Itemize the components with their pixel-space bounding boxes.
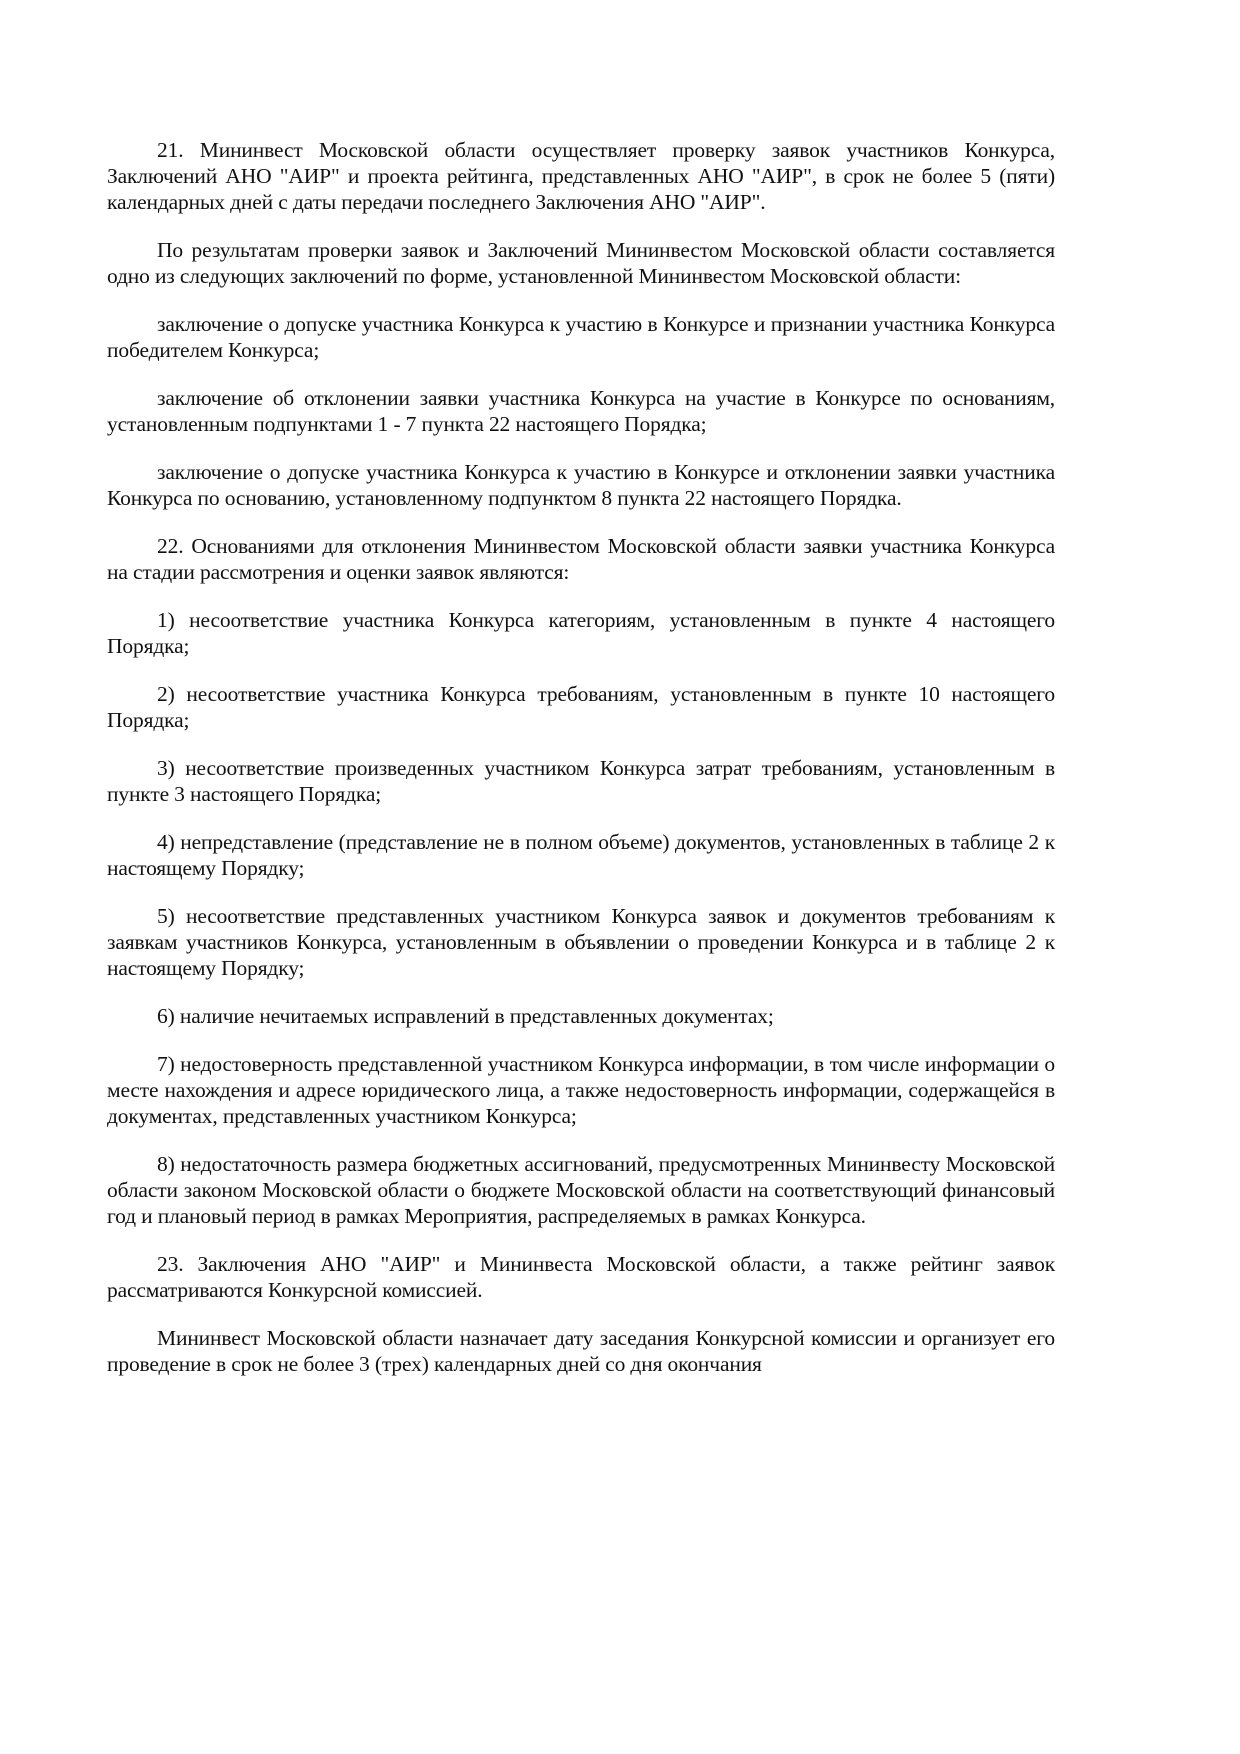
- list-item-ground-7: 7) недостоверность представленной участником Конкурса информации, в том числе информации о месте нахождения и адресе юридического лица, а также недостоверность информации, содержащейся в документах, представленных участником Конкурса;: [107, 1052, 1055, 1128]
- document-page: [107, 137, 1055, 1399]
- paragraph-23-commission-review: 23. Заключения АНО "АИР" и Мининвеста Московской области, а также рейтинг заявок рассматриваются Конкурсной комиссией.: [107, 1252, 1055, 1302]
- list-item-ground-6: 6) наличие нечитаемых исправлений в представленных документах;: [157, 1004, 774, 1028]
- list-item-ground-8: 8) недостаточность размера бюджетных ассигнований, предусмотренных Мининвесту Московской области законом Московской области о бюджете Московской области на соответствующий финансовый год и плановый период в рамках Мероприятия, распределяемых в рамках Конкурса.: [107, 1152, 1055, 1228]
- paragraph-21-review-deadline: 21. Мининвест Московской области осуществляет проверку заявок участников Конкурса, Заключений АНО "АИР" и проекта рейтинга, представленных АНО "АИР", в срок не более 5 (пяти) календарных дней с даты передачи последнего Заключения АНО "АИР".: [107, 138, 1055, 214]
- list-item-ground-1: 1) несоответствие участника Конкурса категориям, установленным в пункте 4 настоящего Порядка;: [107, 608, 1055, 658]
- paragraph-review-results-intro: По результатам проверки заявок и Заключений Мининвестом Московской области составляется одно из следующих заключений по форме, установленной Мининвестом Московской области:: [107, 238, 1055, 288]
- list-item-ground-2: 2) несоответствие участника Конкурса требованиям, установленным в пункте 10 настоящего Порядка;: [107, 682, 1055, 732]
- paragraph-conclusion-reject: заключение об отклонении заявки участника Конкурса на участие в Конкурсе по основаниям, установленным подпунктами 1 - 7 пункта 22 настоящего Порядка;: [107, 386, 1055, 436]
- paragraph-22-rejection-grounds: 22. Основаниями для отклонения Мининвестом Московской области заявки участника Конкурса на стадии рассмотрения и оценки заявок являются:: [107, 534, 1055, 584]
- list-item-ground-4: 4) непредставление (представление не в полном объеме) документов, установленных в таблице 2 к настоящему Порядку;: [107, 830, 1055, 880]
- list-item-ground-3: 3) несоответствие произведенных участником Конкурса затрат требованиям, установленным в пункте 3 настоящего Порядка;: [107, 756, 1055, 806]
- paragraph-conclusion-admit-reject: заключение о допуске участника Конкурса к участию в Конкурсе и отклонении заявки участника Конкурса по основанию, установленному подпунктом 8 пункта 22 настоящего Порядка.: [107, 460, 1055, 510]
- paragraph-conclusion-admit-winner: заключение о допуске участника Конкурса к участию в Конкурсе и признании участника Конкурса победителем Конкурса;: [107, 312, 1055, 362]
- paragraph-commission-meeting-date: Мининвест Московской области назначает дату заседания Конкурсной комиссии и организует его проведение в срок не более 3 (трех) календарных дней со дня окончания: [107, 1326, 1055, 1376]
- list-item-ground-5: 5) несоответствие представленных участником Конкурса заявок и документов требованиям к заявкам участников Конкурса, установленным в объявлении о проведении Конкурса и в таблице 2 к настоящему Порядку;: [107, 904, 1055, 980]
